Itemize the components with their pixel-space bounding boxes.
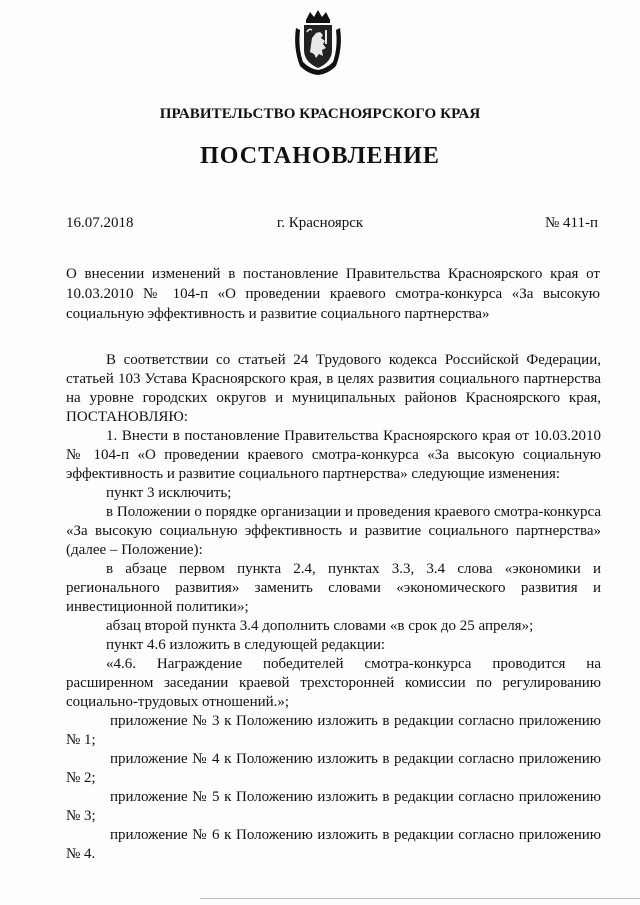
document-number: № 411-п <box>544 215 598 231</box>
document-body <box>66 351 601 864</box>
government-name: ПРАВИТЕЛЬСТВО КРАСНОЯРСКОГО КРАЯ <box>159 106 481 122</box>
document-city: г. Красноярск <box>276 215 364 231</box>
preamble-paragraph: В соответствии со статьей 24 Трудового кодекса Российской Федерации, статьей 103 Устава Красноярского края, в целях развития социального партнерства на уровне городских округов и муниципальных районов Красноярского края, ПОСТАНОВЛЯЮ: <box>66 352 601 425</box>
list-item: в абзаце первом пункта 2.4, пунктах 3.3, 3.4 слова «экономики и регионального развития» заменить словами «экономического развития и инвестиционной политики»; <box>66 561 601 615</box>
list-item: в Положении о порядке организации и проведения краевого смотра-конкурса «За высокую социальную эффективность и развитие социального партнерства» (далее – Положение): <box>66 504 601 558</box>
quoted-clause: «4.6. Награждение победителей смотра-конкурса проводится на расширенном заседании краевой трехсторонней комиссии по регулированию социально-трудовых отношений.»; <box>66 656 601 710</box>
list-item: приложение № 6 к Положению изложить в редакции согласно приложению № 4. <box>66 827 601 862</box>
list-item: приложение № 3 к Положению изложить в редакции согласно приложению № 1; <box>66 713 601 748</box>
list-item: приложение № 5 к Положению изложить в редакции согласно приложению № 3; <box>66 789 601 824</box>
document-subject: О внесении изменений в постановление Правительства Красноярского края от 10.03.2010 № 104-п «О проведении краевого смотра-конкурса «За высокую социальную эффективность и развитие социального партнерства» <box>66 266 600 322</box>
page-edge-line <box>200 898 640 899</box>
clause-1-paragraph: 1. Внести в постановление Правительства Красноярского края от 10.03.2010 № 104-п «О проведении краевого смотра-конкурса «За высокую социальную эффективность и развитие социального партнерства» следующие изменения: <box>66 428 601 482</box>
document-date: 16.07.2018 <box>66 215 134 231</box>
list-item: абзац второй пункта 3.4 дополнить словами «в срок до 25 апреля»; <box>106 618 534 634</box>
list-item: пункт 3 исключить; <box>106 485 232 501</box>
list-item: пункт 4.6 изложить в следующей редакции: <box>106 637 386 653</box>
coat-of-arms-icon <box>292 8 344 76</box>
list-item: приложение № 4 к Положению изложить в редакции согласно приложению № 2; <box>66 751 601 786</box>
document-type-title: ПОСТАНОВЛЕНИЕ <box>200 143 440 169</box>
